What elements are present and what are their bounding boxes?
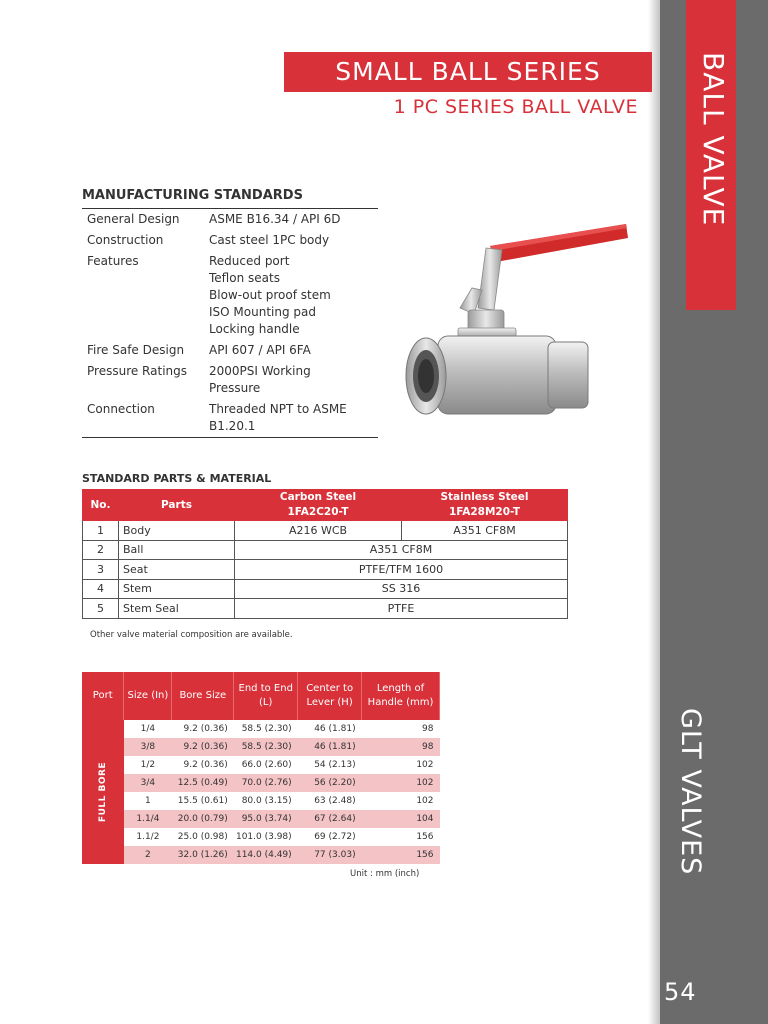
standards-value [209, 401, 378, 435]
standards-value-line: Reduced port [209, 254, 290, 268]
sidebar-glt-valves-label: GLT VALVES [675, 708, 706, 876]
parts-cell-no: 3 [83, 560, 119, 580]
dimensions-cell: 102 [416, 760, 434, 770]
dimensions-row [82, 738, 440, 756]
standards-key: Pressure Ratings [87, 364, 187, 378]
dimensions-cell: 114.0 (4.49) [234, 846, 298, 864]
carbon-steel-code: 1FA2C20-T [287, 506, 349, 518]
standards-value [209, 363, 378, 397]
dimensions-cell: 20.0 (0.79) [172, 810, 234, 828]
dimensions-header: Bore Size [172, 672, 234, 720]
dimensions-header: Size (In) [124, 672, 172, 720]
standards-value [209, 211, 378, 228]
parts-table [82, 489, 568, 619]
parts-cell-part: Stem Seal [119, 599, 235, 619]
material-note: Other valve material composition are available. [90, 630, 293, 640]
parts-cell-cs: A216 WCB [235, 521, 402, 541]
dimensions-cell: 1/2 [140, 760, 156, 770]
sidebar-ball-valve-label: BALL VALVE [697, 52, 730, 227]
standards-value-line: Blow-out proof stem [209, 288, 331, 302]
dimensions-cell: 56 (2.20) [298, 774, 362, 792]
dimensions-cell: 95.0 (3.74) [234, 810, 298, 828]
parts-header-no: No. [83, 490, 119, 521]
dimensions-table [82, 672, 440, 864]
dimensions-cell: 101.0 (3.98) [235, 832, 292, 842]
standards-value-line: Pressure [209, 381, 261, 395]
dimensions-cell: 156 [416, 832, 434, 842]
standards-key: General Design [87, 212, 180, 226]
standards-value-line: ASME B16.34 / API 6D [209, 212, 341, 226]
dimensions-cell: 3/4 [124, 774, 172, 792]
dimensions-cell: 12.5 (0.49) [172, 774, 234, 792]
parts-cell-material: SS 316 [235, 579, 568, 599]
dimensions-cell: 58.5 (2.30) [241, 724, 292, 734]
dimensions-header: Length of Handle (mm) [362, 672, 440, 720]
dimensions-row [82, 720, 440, 738]
standards-table [82, 208, 378, 438]
parts-cell-part: Seat [119, 560, 235, 580]
standards-row [82, 251, 378, 340]
dimensions-cell: 1.1/2 [136, 832, 160, 842]
standards-value-line: API 607 / API 6FA [209, 343, 311, 357]
port-label: FULL BORE [97, 761, 108, 823]
parts-row [83, 599, 568, 619]
dimensions-row [82, 846, 440, 864]
dimensions-cell: 3/8 [124, 738, 172, 756]
standards-value-line: Cast steel 1PC body [209, 233, 330, 247]
parts-cell-no: 4 [83, 579, 119, 599]
dimensions-cell: 69 (2.72) [314, 832, 356, 842]
standards-value-line: Threaded NPT to ASME [209, 402, 347, 416]
dimensions-row [82, 792, 440, 810]
parts-cell-material: PTFE/TFM 1600 [235, 560, 568, 580]
port-cell [82, 720, 124, 864]
standards-key: Features [87, 254, 139, 268]
dimensions-header: Port [82, 672, 124, 720]
page-number: 54 [664, 978, 697, 1006]
standards-row [82, 230, 378, 251]
page-title: SMALL BALL SERIES [284, 52, 652, 92]
dimensions-cell: 77 (3.03) [298, 846, 362, 864]
standards-row [82, 361, 378, 399]
parts-row [83, 540, 568, 560]
dimensions-cell: 58.5 (2.30) [234, 738, 298, 756]
standards-row [82, 399, 378, 437]
dimensions-cell: 54 (2.13) [314, 760, 356, 770]
stainless-steel-code: 1FA28M20-T [448, 506, 521, 518]
dimensions-cell: 1.1/4 [124, 810, 172, 828]
standards-value-line: Locking handle [209, 322, 300, 336]
dimensions-cell: 98 [422, 724, 434, 734]
ball-valve-image [398, 218, 633, 443]
parts-header-carbon-steel [235, 490, 402, 521]
dimensions-row [82, 774, 440, 792]
parts-cell-material: PTFE [235, 599, 568, 619]
dimensions-cell: 9.2 (0.36) [183, 724, 228, 734]
stainless-steel-label: Stainless Steel [440, 491, 529, 503]
carbon-steel-label: Carbon Steel [279, 491, 357, 503]
dimensions-cell: 102 [362, 774, 440, 792]
standards-value-line: Teflon seats [209, 271, 280, 285]
standards-value-line: 2000PSI Working [209, 364, 311, 378]
dimensions-row [82, 756, 440, 774]
dimensions-row [82, 828, 440, 846]
parts-header-parts: Parts [119, 490, 235, 521]
dimensions-cell: 102 [416, 796, 434, 806]
standards-key: Connection [87, 402, 155, 416]
dimensions-cell: 46 (1.81) [314, 724, 356, 734]
standards-value-line: B1.20.1 [209, 419, 256, 433]
dimensions-cell: 156 [362, 846, 440, 864]
dimensions-cell: 63 (2.48) [314, 796, 356, 806]
dimensions-cell: 66.0 (2.60) [241, 760, 292, 770]
parts-row [83, 560, 568, 580]
dimensions-cell: 2 [124, 846, 172, 864]
dimensions-cell: 46 (1.81) [298, 738, 362, 756]
parts-cell-part: Stem [119, 579, 235, 599]
standards-key: Construction [87, 233, 164, 247]
dimensions-cell: 32.0 (1.26) [172, 846, 234, 864]
parts-cell-no: 2 [83, 540, 119, 560]
dimensions-cell: 104 [362, 810, 440, 828]
dimensions-header: End to End (L) [234, 672, 298, 720]
parts-cell-part: Ball [119, 540, 235, 560]
dimensions-cell: 98 [362, 738, 440, 756]
dimensions-cell: 9.2 (0.36) [172, 738, 234, 756]
page-subtitle: 1 PC SERIES BALL VALVE [393, 96, 638, 118]
parts-cell-part: Body [119, 521, 235, 541]
dimensions-row [82, 810, 440, 828]
dimensions-cell: 9.2 (0.36) [183, 760, 228, 770]
parts-row [83, 579, 568, 599]
dimensions-cell: 1/4 [140, 724, 156, 734]
standards-heading: MANUFACTURING STANDARDS [82, 188, 303, 203]
standards-value [209, 232, 378, 249]
parts-row [83, 521, 568, 541]
dimensions-cell: 15.5 (0.61) [177, 796, 228, 806]
parts-cell-no: 5 [83, 599, 119, 619]
unit-note: Unit : mm (inch) [350, 869, 420, 879]
standards-row [82, 209, 378, 230]
dimensions-cell: 1 [145, 796, 151, 806]
standards-value [209, 253, 378, 338]
dimensions-header: Center to Lever (H) [298, 672, 362, 720]
parts-cell-no: 1 [83, 521, 119, 541]
standards-key: Fire Safe Design [87, 343, 185, 357]
standards-row [82, 340, 378, 361]
dimensions-cell: 80.0 (3.15) [241, 796, 292, 806]
dimensions-cell: 25.0 (0.98) [177, 832, 228, 842]
standards-value [209, 342, 378, 359]
parts-cell-ss: A351 CF8M [402, 521, 568, 541]
parts-cell-material: A351 CF8M [235, 540, 568, 560]
parts-heading: STANDARD PARTS & MATERIAL [82, 472, 272, 485]
dimensions-cell: 70.0 (2.76) [234, 774, 298, 792]
parts-header-stainless-steel [402, 490, 568, 521]
dimensions-cell: 67 (2.64) [298, 810, 362, 828]
standards-value-line: ISO Mounting pad [209, 305, 316, 319]
